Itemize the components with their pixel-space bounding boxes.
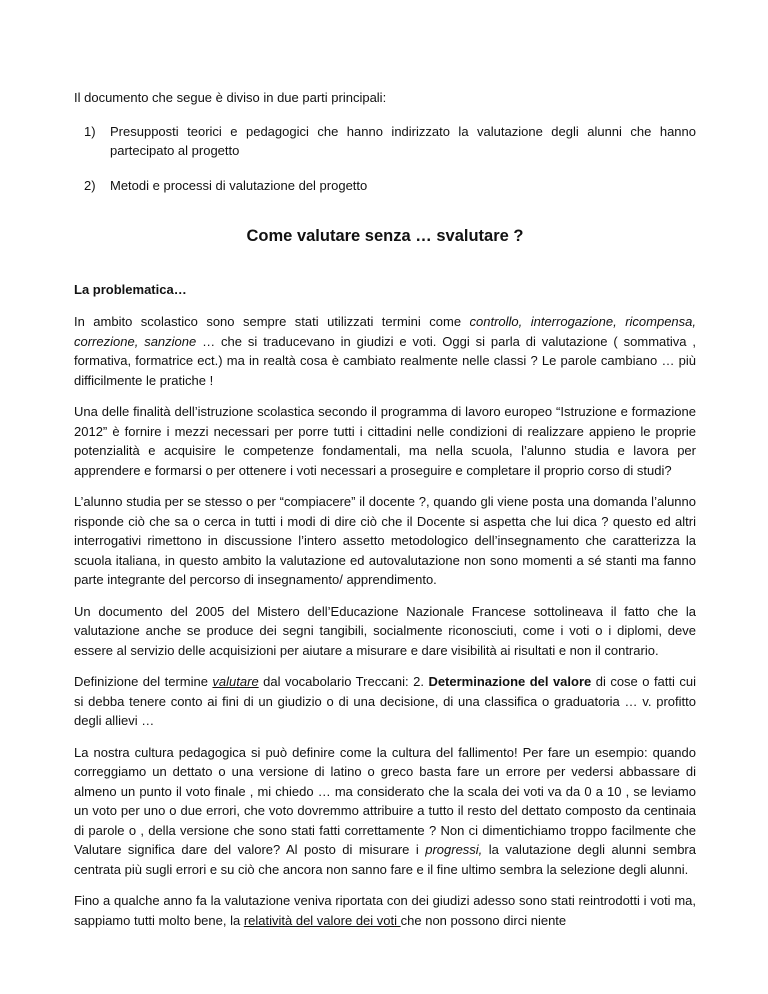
text-run: che non possono dirci niente: [400, 912, 567, 928]
bold-definition: Determinazione del valore: [428, 674, 592, 689]
paragraph-7: [74, 891, 696, 930]
list-number: 2): [84, 177, 96, 193]
text-run: la valutazione degli alunni sembra centrata più sugli errori e su ciò che ancora non sanno fare e il fine ultimo sembra la selezione degli alunni.: [74, 842, 696, 877]
paragraph-6: [74, 743, 696, 880]
paragraph-4: Un documento del 2005 del Mistero dell’Educazione Nazionale Francese sottolineava il fatto che la valutazione anche se produce dei segni tangibili, socialmente riconosciuti, come i voti o i diplomi, deve essere al servizio delle acquisizioni per aiutare a misurare e dare visibilità ai risultati e non il contrario.: [74, 603, 696, 658]
document-title: Come valutare senza … svalutare ?: [246, 227, 524, 245]
parts-list: [74, 122, 696, 196]
italic-terms: controllo, interrogazione, ricompensa, correzione, sanzione: [74, 314, 696, 349]
paragraph-5: [74, 672, 696, 731]
list-item: [74, 176, 696, 196]
underlined-term: valutare: [212, 674, 259, 689]
list-item-text: Metodi e processi di valutazione del progetto: [110, 177, 368, 193]
section-heading: La problematica…: [74, 281, 187, 297]
underlined-phrase: relatività del valore dei voti: [243, 912, 401, 928]
paragraph-1: [74, 312, 696, 390]
text-run: Fino a qualche anno fa la valutazione veniva riportata con dei giudizi adesso sono stati reintrodotti i voti ma, sappiamo tutti molto bene, la: [74, 893, 696, 928]
paragraph-2: Una delle finalità dell’istruzione scolastica secondo il programma di lavoro europeo “Istruzione e formazione 2012” è fornire i mezzi necessari per porre tutti i cittadini nelle condizioni di realizzare appieno le proprie potenzialità e acquisire le competenze fondamentali, ma nella scuola, l’alunno studia e lavora per apprendere e formarsi o per ottenere i voti necessari a proseguire e completare il proprio corso di studi?: [74, 404, 696, 478]
text-run: La nostra cultura pedagogica si può definire come la cultura del fallimento! Per fare un esempio: quando correggiamo un dettato o una versione di latino o greco basta fare un errore per vedersi abbassare di almeno un punto il voto finale , mi chiedo … ma considerato che la scala dei voti va da 0 a 10 , se leviamo un voto per uno o due errori, che voto dovremmo attribuire a tutto il resto del dettato composto da centinaia di parole o , della versione che sono stati fatti correttamente ? Non ci dimentichiamo troppo facilmente che Valutare significa dare del valore? Al posto di misurare i: [74, 744, 696, 857]
document-page: [74, 88, 696, 942]
list-number: 1): [84, 123, 96, 139]
text-run: In ambito scolastico sono sempre stati utilizzati termini come: [74, 314, 470, 329]
list-item-text: Presupposti teorici e pedagogici che hanno indirizzato la valutazione degli alunni che hanno partecipato al progetto: [110, 123, 696, 158]
text-run: … che si traducevano in giudizi e voti. Oggi si parla di valutazione ( sommativa , formativa, formatrice ect.) ma in realtà cosa è cambiato realmente nelle classi ? Le parole cambiano … più difficilmente le pratiche !: [74, 333, 696, 388]
list-item: [74, 122, 696, 161]
italic-term: progressi,: [425, 842, 483, 857]
intro-text: Il documento che segue è diviso in due parti principali:: [74, 90, 387, 105]
text-run: dal vocabolario Treccani: 2.: [258, 674, 429, 689]
text-run: Definizione del termine: [74, 674, 213, 689]
paragraph-3: L’alunno studia per se stesso o per “compiacere” il docente ?, quando gli viene posta una domanda l’alunno risponde ciò che sa o cerca in tutti i modi di dire ciò che il Docente si aspetta che lui dica ? questo ed altri interrogativi rimettono in discussione l’intero assetto metodologico dell’insegnamento che caratterizza la scuola italiana, in questo ambito la valutazione ed autovalutazione non sono momenti a sé stanti ma fanno parte integrante del percorso di insegnamento/ apprendimento.: [74, 494, 696, 587]
text-run: di cose o fatti cui si debba tenere conto ai fini di un giudizio o di una decisione, di una classifica o graduatoria … v. profitto degli allievi …: [74, 674, 696, 728]
